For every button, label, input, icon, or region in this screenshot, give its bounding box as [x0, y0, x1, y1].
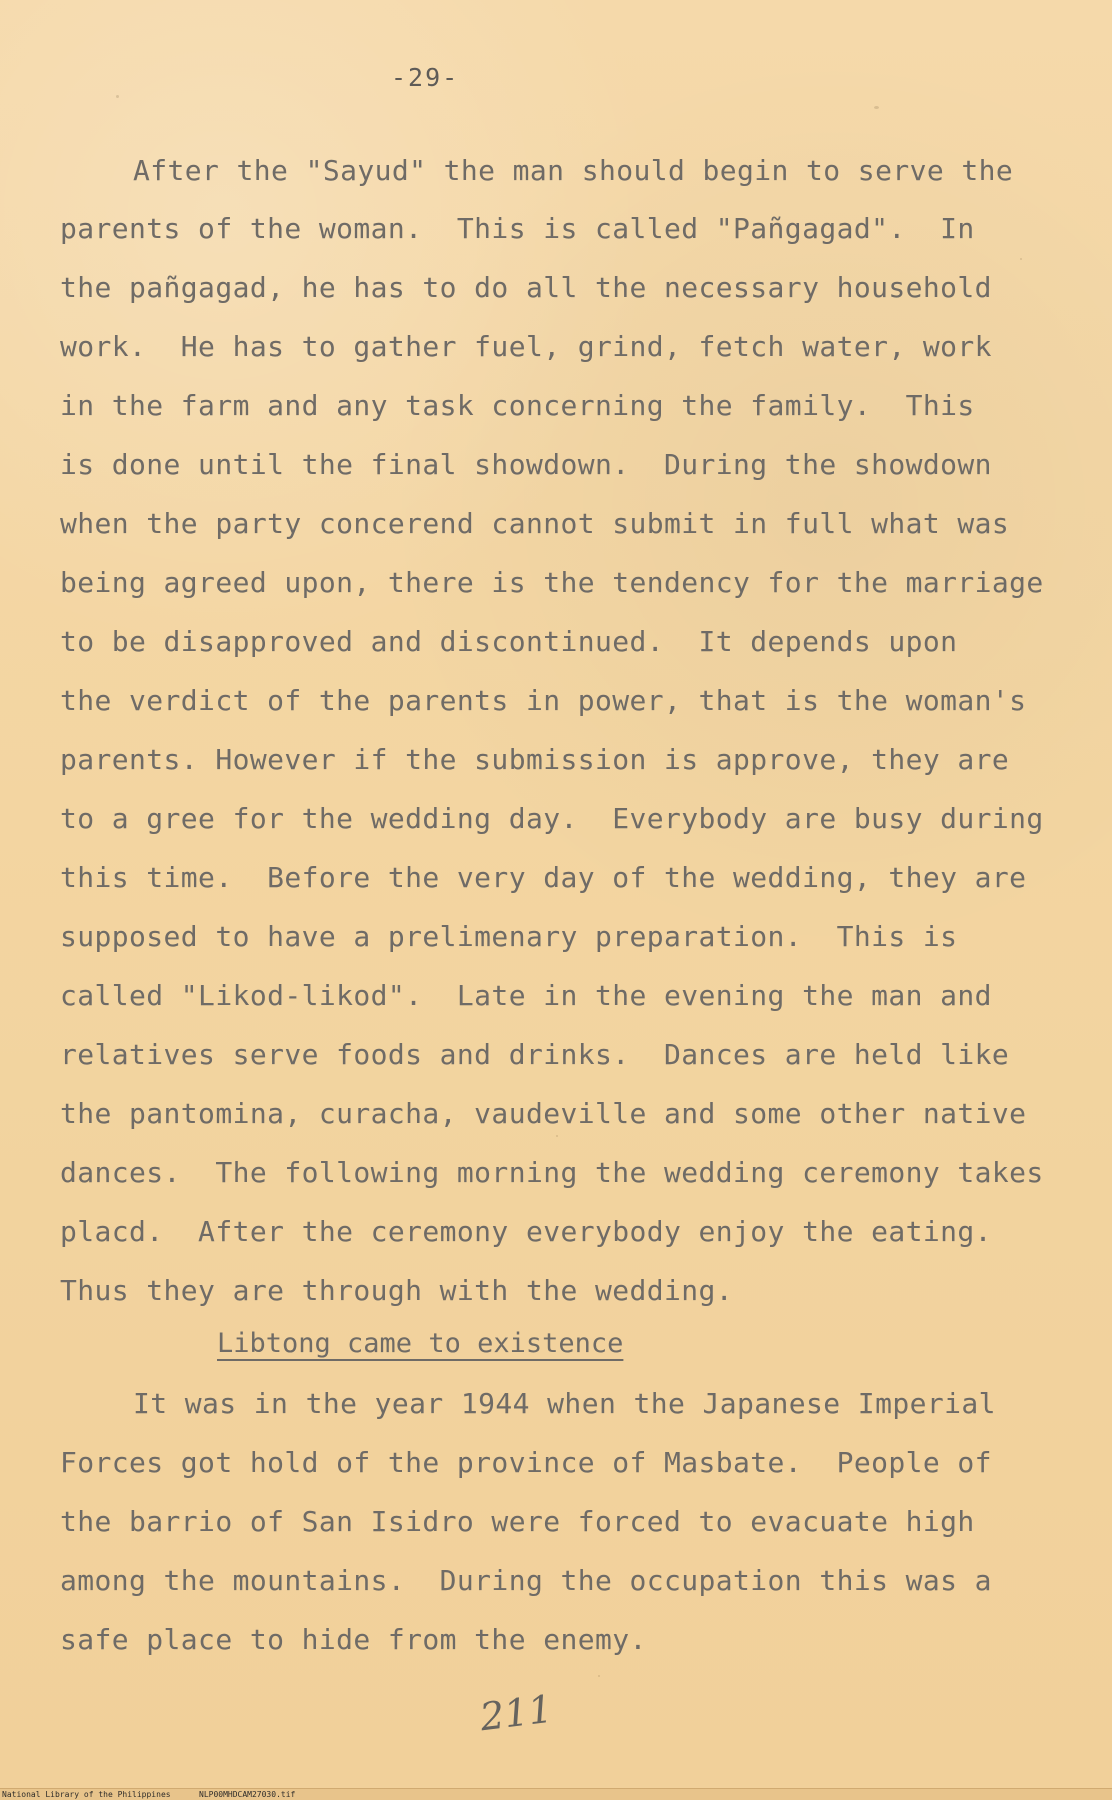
paper-speck	[598, 1675, 600, 1677]
section-line-2: Forces got hold of the province of Masbate. People of	[60, 1446, 992, 1479]
body-line-9: to be disapproved and discontinued. It depends upon	[60, 625, 958, 658]
section-line-5: safe place to hide from the enemy.	[60, 1623, 647, 1656]
body-line-7: when the party concerend cannot submit in full what was	[60, 507, 1010, 540]
section-line-3: the barrio of San Isidro were forced to evacuate high	[60, 1505, 975, 1538]
footer-file-code: NLP00MHDCAM27030.tif	[199, 1790, 296, 1799]
body-line-16: relatives serve foods and drinks. Dances are held like	[60, 1038, 1010, 1071]
section-line-1: It was in the year 1944 when the Japanese Imperial	[133, 1387, 996, 1420]
body-line-6: is done until the final showdown. During the showdown	[60, 448, 992, 481]
body-line-11: parents. However if the submission is approve, they are	[60, 743, 1010, 776]
body-line-15: called "Likod-likod". Late in the evening the man and	[60, 979, 992, 1012]
body-line-17: the pantomina, curacha, vaudeville and some other native	[60, 1097, 1027, 1130]
body-line-14: supposed to have a prelimenary preparation. This is	[60, 920, 958, 953]
body-line-2: parents of the woman. This is called "Pañgagad". In	[60, 212, 975, 245]
body-line-4: work. He has to gather fuel, grind, fetch water, work	[60, 330, 992, 363]
body-line-10: the verdict of the parents in power, that is the woman's	[60, 684, 1027, 717]
handwritten-page-number: 211	[477, 1686, 555, 1740]
page-number: -29-	[391, 63, 460, 92]
section-line-4: among the mountains. During the occupation this was a	[60, 1564, 992, 1597]
body-line-19: placd. After the ceremony everybody enjoy the eating.	[60, 1215, 992, 1248]
body-line-3: the pañgagad, he has to do all the necessary household	[60, 271, 992, 304]
body-line-13: this time. Before the very day of the wedding, they are	[60, 861, 1027, 894]
section-heading: Libtong came to existence	[217, 1328, 624, 1359]
paper-speck	[556, 1135, 558, 1137]
paper-speck	[116, 95, 119, 98]
paper-speck	[1020, 258, 1022, 260]
body-line-1: After the "Sayud" the man should begin to serve the	[133, 154, 1014, 187]
footer-library-name: National Library of the Philippines	[2, 1790, 171, 1799]
body-line-12: to a gree for the wedding day. Everybody are busy during	[60, 802, 1044, 835]
paper-speck	[874, 106, 879, 109]
body-line-5: in the farm and any task concerning the family. This	[60, 389, 975, 422]
body-line-20: Thus they are through with the wedding.	[60, 1274, 734, 1307]
body-line-8: being agreed upon, there is the tendency for the marriage	[60, 566, 1044, 599]
body-line-18: dances. The following morning the wedding ceremony takes	[60, 1156, 1044, 1189]
